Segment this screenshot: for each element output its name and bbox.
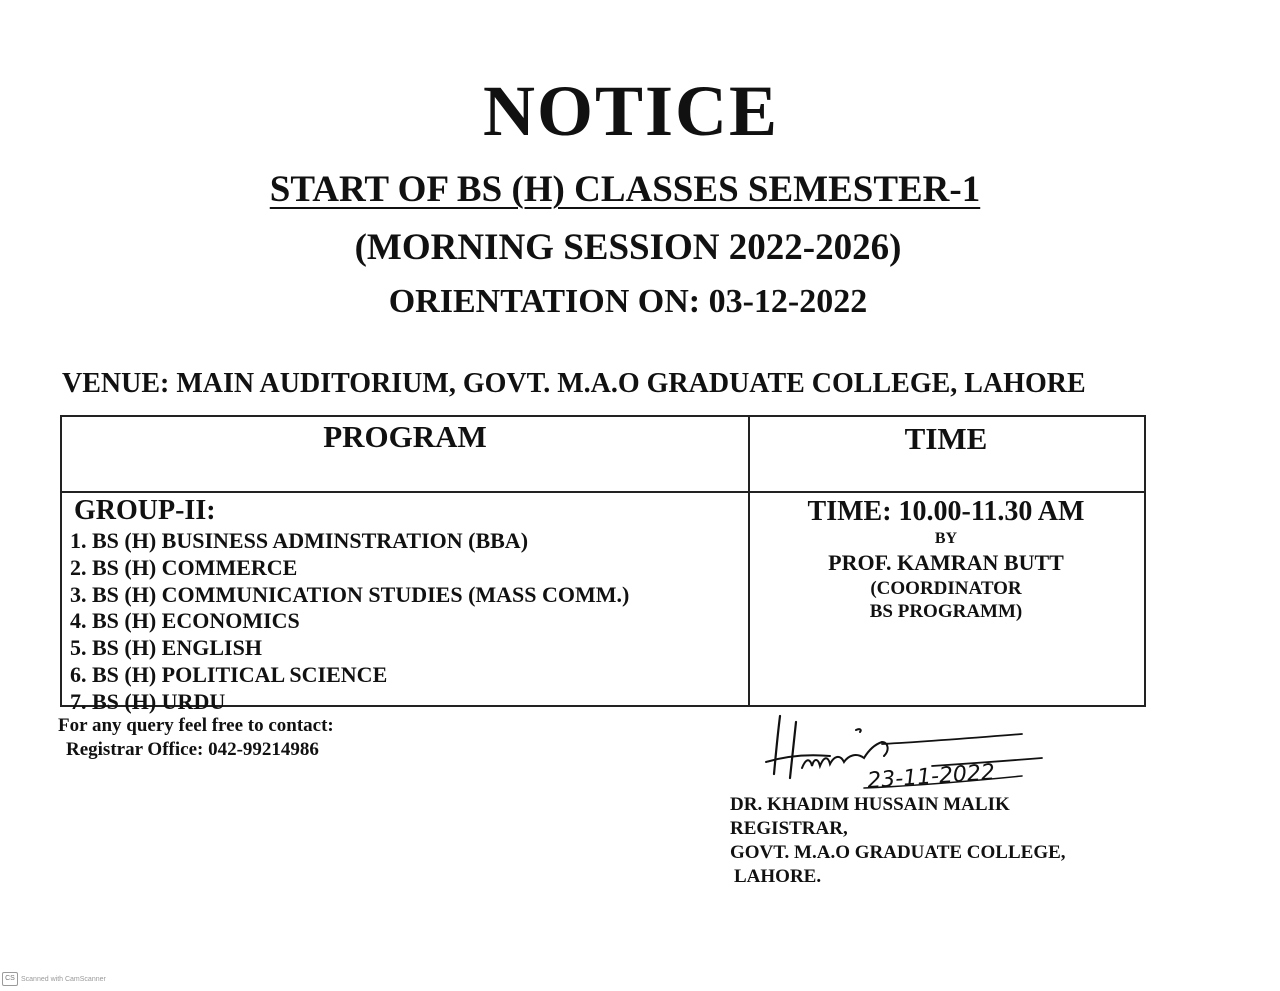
registrar-college: GOVT. M.A.O GRADUATE COLLEGE, bbox=[730, 842, 1066, 863]
coordinator-role-line2: BS PROGRAMM) bbox=[869, 601, 1023, 622]
scanner-watermark bbox=[2, 972, 106, 986]
time-cell bbox=[748, 495, 1144, 623]
program-item: 6. BS (H) POLITICAL SCIENCE bbox=[70, 661, 388, 687]
coordinator-name: PROF. KAMRAN BUTT bbox=[828, 550, 1064, 575]
time-value: TIME: 10.00-11.30 AM bbox=[807, 496, 1085, 527]
subtitle-semester-text: START OF BS (H) CLASSES SEMESTER-1 bbox=[269, 169, 981, 210]
program-item: 5. BS (H) ENGLISH bbox=[70, 635, 262, 661]
coordinator-role-line1: (COORDINATOR bbox=[870, 578, 1022, 599]
program-item: 3. BS (H) COMMUNICATION STUDIES (MASS COMM.) bbox=[70, 581, 630, 607]
scanner-watermark-text: Scanned with CamScanner bbox=[21, 975, 106, 983]
program-item: 2. BS (H) COMMERCE bbox=[70, 554, 298, 580]
registrar-city: LAHORE. bbox=[734, 866, 822, 887]
signature-date-text: 23-11-2022 bbox=[866, 760, 996, 794]
notice-subtitle-session: (MORNING SESSION 2022-2026) bbox=[354, 227, 902, 268]
program-list bbox=[70, 528, 629, 716]
schedule-table bbox=[60, 415, 1146, 714]
table-header-program: PROGRAM bbox=[323, 419, 487, 454]
registrar-name: DR. KHADIM HUSSAIN MALIK bbox=[730, 794, 1010, 815]
notice-subtitle-orientation: ORIENTATION ON: 03-12-2022 bbox=[388, 283, 868, 320]
contact-info bbox=[58, 714, 334, 762]
contact-phone: Registrar Office: 042-99214986 bbox=[66, 739, 319, 760]
time-by: BY bbox=[934, 530, 958, 547]
program-item: 4. BS (H) ECONOMICS bbox=[70, 608, 300, 634]
table-header-divider bbox=[62, 491, 1144, 493]
venue-line: VENUE: MAIN AUDITORIUM, GOVT. M.A.O GRADUATE COLLEGE, LAHORE bbox=[62, 368, 1086, 399]
group-label: GROUP-II: bbox=[74, 495, 216, 526]
notice-title: NOTICE bbox=[482, 71, 780, 151]
table-header-time: TIME bbox=[904, 421, 988, 456]
program-item: 1. BS (H) BUSINESS ADMINSTRATION (BBA) bbox=[70, 528, 529, 553]
contact-line: For any query feel free to contact: bbox=[58, 715, 334, 736]
notice-subtitle-semester bbox=[0, 168, 1250, 211]
registrar-title: REGISTRAR, bbox=[730, 818, 848, 839]
program-item: 7. BS (H) URDU bbox=[70, 688, 226, 714]
handwritten-signature bbox=[752, 712, 1052, 802]
camscanner-icon: CS bbox=[2, 972, 18, 986]
registrar-block bbox=[730, 793, 1066, 889]
